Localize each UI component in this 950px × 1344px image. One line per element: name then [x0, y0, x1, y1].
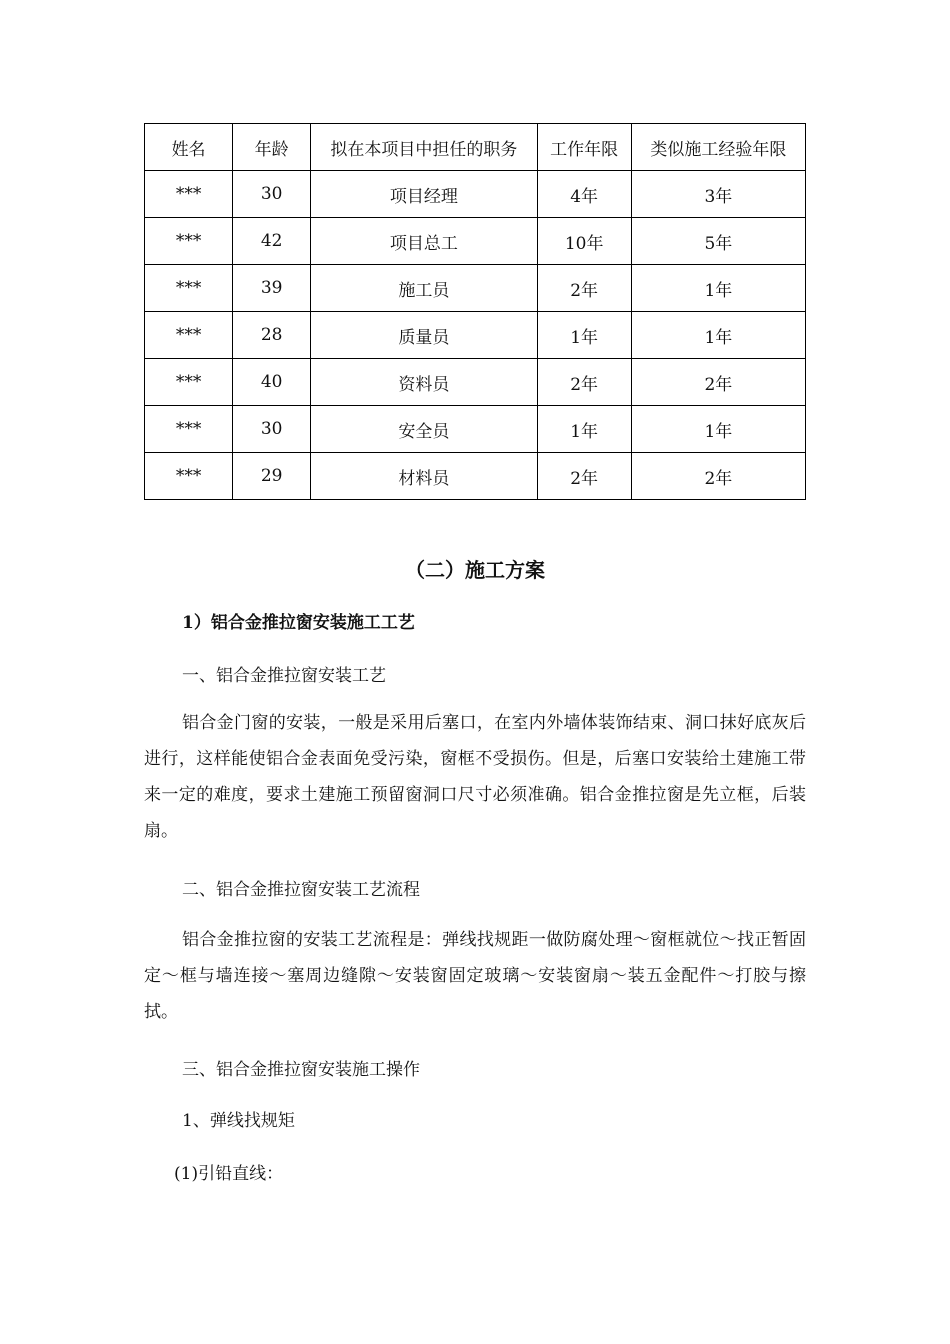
- item2-paragraph: 铝合金推拉窗的安装工艺流程是：弹线找规距一做防腐处理～窗框就位～找正暂固定～框与墙连接～塞周边缝隙～安装窗固定玻璃～安装窗扇～装五金配件～打胶与擦拭。: [144, 930, 806, 1022]
- item1-title: 一、铝合金推拉窗安装工艺: [182, 666, 386, 686]
- cell-name: ***: [145, 406, 233, 453]
- cell-work-years: 2年: [537, 453, 631, 500]
- cell-role: 安全员: [311, 406, 537, 453]
- cell-experience-years: 2年: [631, 453, 805, 500]
- table-row: [145, 265, 806, 312]
- header-work-years: 工作年限: [537, 124, 631, 171]
- cell-age: 29: [233, 453, 311, 500]
- cell-experience-years: 1年: [631, 312, 805, 359]
- cell-experience-years: 5年: [631, 218, 805, 265]
- cell-work-years: 10年: [537, 218, 631, 265]
- item1-paragraph: 铝合金门窗的安装，一般是采用后塞口，在室内外墙体装饰结束、洞口抹好底灰后进行，这样能使铝合金表面免受污染，窗框不受损伤。但是，后塞口安装给土建施工带来一定的难度，要求土建施工预留窗洞口尺寸必须准确。铝合金推拉窗是先立框，后装扇。: [144, 713, 806, 841]
- cell-age: 28: [233, 312, 311, 359]
- cell-experience-years: 2年: [631, 359, 805, 406]
- cell-age: 30: [233, 171, 311, 218]
- step1-subtitle: (1)引铅直线：: [174, 1164, 284, 1184]
- table-row: [145, 453, 806, 500]
- staff-table: [144, 123, 806, 500]
- header-name: 姓名: [145, 124, 233, 171]
- table-row: [145, 359, 806, 406]
- cell-role: 材料员: [311, 453, 537, 500]
- cell-name: ***: [145, 453, 233, 500]
- item2-title: 二、铝合金推拉窗安装工艺流程: [182, 880, 420, 900]
- cell-age: 30: [233, 406, 311, 453]
- cell-name: ***: [145, 265, 233, 312]
- table-row: [145, 171, 806, 218]
- cell-age: 40: [233, 359, 311, 406]
- cell-role: 资料员: [311, 359, 537, 406]
- cell-work-years: 1年: [537, 406, 631, 453]
- cell-experience-years: 1年: [631, 406, 805, 453]
- cell-age: 42: [233, 218, 311, 265]
- cell-experience-years: 1年: [631, 265, 805, 312]
- header-role: 拟在本项目中担任的职务: [311, 124, 537, 171]
- section-heading: （二）施工方案: [405, 558, 545, 582]
- cell-name: ***: [145, 312, 233, 359]
- cell-work-years: 4年: [537, 171, 631, 218]
- cell-role: 项目总工: [311, 218, 537, 265]
- cell-work-years: 2年: [537, 359, 631, 406]
- cell-work-years: 1年: [537, 312, 631, 359]
- table-row: [145, 312, 806, 359]
- table-row: [145, 218, 806, 265]
- cell-age: 39: [233, 265, 311, 312]
- cell-role: 质量员: [311, 312, 537, 359]
- header-age: 年龄: [233, 124, 311, 171]
- sub-heading: 1）铝合金推拉窗安装施工工艺: [182, 613, 415, 633]
- step1-title: 1、弹线找规矩: [182, 1111, 295, 1131]
- header-experience-years: 类似施工经验年限: [631, 124, 805, 171]
- cell-role: 项目经理: [311, 171, 537, 218]
- cell-work-years: 2年: [537, 265, 631, 312]
- cell-experience-years: 3年: [631, 171, 805, 218]
- item3-title: 三、铝合金推拉窗安装施工操作: [182, 1060, 420, 1080]
- table-header-row: [145, 124, 806, 171]
- cell-name: ***: [145, 218, 233, 265]
- table-row: [145, 406, 806, 453]
- cell-name: ***: [145, 171, 233, 218]
- cell-name: ***: [145, 359, 233, 406]
- cell-role: 施工员: [311, 265, 537, 312]
